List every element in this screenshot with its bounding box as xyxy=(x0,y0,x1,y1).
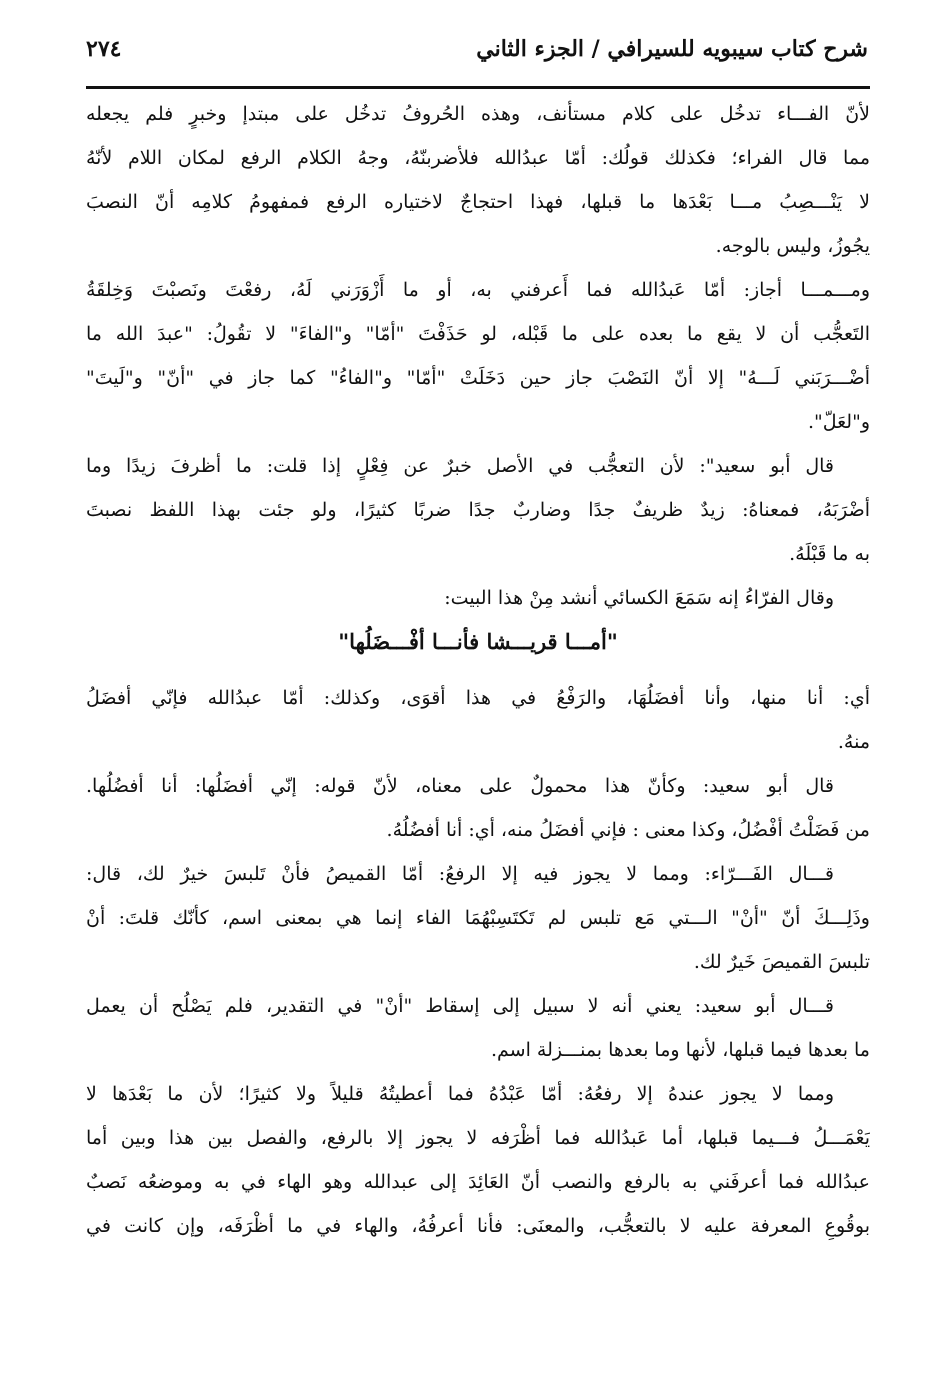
header-divider xyxy=(86,86,870,89)
text-line: قـــال أبو سعيد: يعني أنه لا سبيل إلى إسقاط "أنْ" في التقدير، فلم يَصْلُح أن يعمل xyxy=(86,995,834,1017)
text-line: التَعجُّب أن لا يقع ما بعده على ما قَبْله، لو حَذَفْتَ "أمّا" و"الفاءَ" لا تقُولُ: "عبدَ الله ما xyxy=(86,323,870,345)
page-body xyxy=(86,92,870,1248)
spacer xyxy=(86,664,870,676)
text-line: ومـــمـــا أجاز: أمّا عَبدُالله فما أَعرفني به، أو ما أَزْوَرَني لَهُ، رفعْتَ ونَصبْتَ وَخِلقَةُ xyxy=(86,279,870,301)
text-line: لأنّ الفـــاء تدخُل على كلام مستأنف، وهذه الحُروفُ تدخُل على مبتدإ وخبرٍ فلم يجعله xyxy=(86,103,870,125)
text-line: أضْرَبَهُ، فمعناهُ: زيدٌ ظريفٌ جدًا وضاربٌ جدًا ضربًا كثيرًا، ولو جئت بهذا اللفظ نصبتَ xyxy=(86,499,870,521)
running-header xyxy=(86,34,868,80)
paragraph xyxy=(86,92,870,268)
text-line: وذَلِـــكَ أنّ "أنْ" الـــتي مَع تلبس لم تَكتَسِبْهُمَا الفاء إنما هي بمعنى اسم، كأنّك قلتَ: أنْ xyxy=(86,907,870,929)
text-line: يَعْمَـــلُ فـــيما قبلها، أما عَبدُالله فما أظْرَفه لا يجوز إلا بالرفع، والفصل بين هذا وبين أما xyxy=(86,1127,870,1149)
poetry-verse: "أمـــا قريـــشا فأنـــا أفْـــضَلُها" xyxy=(338,629,618,654)
page-number: ٢٧٤ xyxy=(86,36,122,62)
text-line: من فَضَلْتُ أفْضُلُ، وكذا معنى : فإني أفضَلُ منه، أي: أنا أفضُلُهُ. xyxy=(386,819,870,841)
paragraph xyxy=(86,576,870,664)
text-line: مما قال الفراء؛ فكذلك قولُك: أمّا عبدُالله فلأضربنّهُ، وجهُ الكلام الرفع لمكان اللام لأنّهُ xyxy=(86,147,870,169)
text-line: يجُوزُ، وليس بالوجه. xyxy=(715,235,870,257)
paragraph xyxy=(86,764,870,852)
verse-intro: وقال الفرّاءُ إنه سَمَعَ الكسائي أنشد مِنْ هذا البيت: xyxy=(444,587,834,609)
text-line: و"لعَلّ". xyxy=(807,411,870,433)
paragraph xyxy=(86,444,870,576)
text-line: لا يَنْـــصِبُ مـــا بَعْدَها ما قبلها، فهذا احتجاجٌ لاختياره الرفع فمفهومُ كلامِه أنّ النصبَ xyxy=(86,191,870,213)
text-line: بوقُوعِ المعرفة عليه لا بالتعجُّب، والمعنَى: فأنا أعرفُهُ، والهاء في ما أظْرَفَه، وإن كانت في xyxy=(86,1215,870,1237)
text-line: قال أبو سعيد": لأن التعجُّب في الأصل خبرٌ عن فِعْلٍ إذا قلت: ما أظرفَ زيدًا وما xyxy=(86,455,834,477)
text-line: تلبسَ القميصَ خَيرٌ لك. xyxy=(693,951,870,973)
paragraph xyxy=(86,852,870,984)
text-line: منهُ. xyxy=(837,731,870,753)
paragraph xyxy=(86,984,870,1072)
text-line: أضْـــرَبَني لَـــهُ" إلا أنّ النَصْبَ جاز حين دَخَلَتْ "أمّا" و"الفاءُ" كما جاز في "أنّ" و"لَيتَ" xyxy=(86,367,870,389)
paragraph xyxy=(86,1072,870,1248)
text-line: به ما قَبْلَهُ. xyxy=(789,543,870,565)
text-line: ومما لا يجوز عندهُ إلا رفعُهُ: أمّا عَبْدُهُ فما أعطيتُهُ قليلاً ولا كثيرًا؛ لأن ما بَعْدَها لا xyxy=(86,1083,834,1105)
text-line: ما بعدها فيما قبلها، لأنها وما بعدها بمنـــزلة اسم. xyxy=(491,1039,870,1061)
text-line: أي: أنا منها، وأنا أفضَلُهَا، والرَفْعُ في هذا أقوَى، وكذلك: أمّا عبدُالله فإنّي أفضَلُ xyxy=(86,687,870,709)
paragraph xyxy=(86,268,870,444)
paragraph xyxy=(86,676,870,764)
text-line: قال أبو سعيد: وكأنّ هذا محمولٌ على معناه، لأنّ قوله: إنّي أفضَلُها: أنا أفضُلُها. xyxy=(86,775,834,797)
header-title: شرح كتاب سيبويه للسيرافي / الجزء الثاني xyxy=(476,36,868,62)
text-line: قـــال الفَـــرّاء: ومما لا يجوز فيه إلا الرفعُ: أمّا القميصُ فأنْ تَلبسَ خيرٌ لك، قال: xyxy=(86,863,834,885)
text-line: عبدُالله فما أعرفَني به بالرفع والنصب أنّ العَائِدَ إلى عبدالله وهو الهاء في به وموضعُه نَصبٌ xyxy=(86,1171,870,1193)
